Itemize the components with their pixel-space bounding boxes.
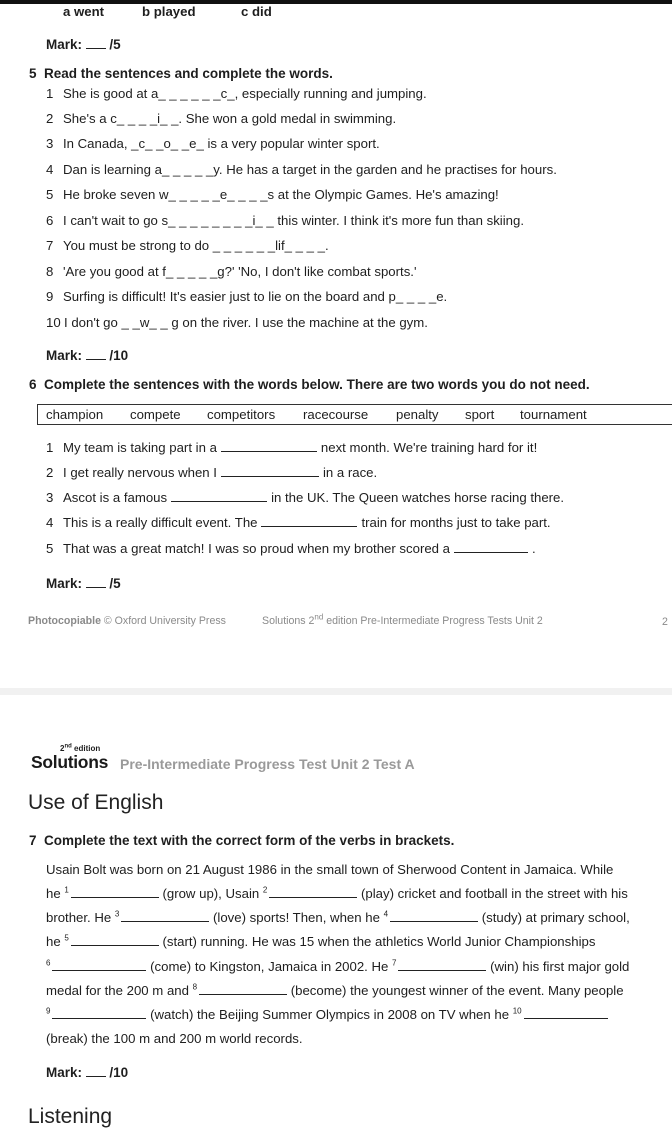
- item-number: 5: [46, 187, 54, 202]
- word-champion: champion: [46, 407, 104, 422]
- page-number: 2: [662, 616, 668, 628]
- gap-7[interactable]: [398, 960, 486, 971]
- gap-6[interactable]: [52, 960, 146, 971]
- option-a: a went: [63, 4, 105, 19]
- ex5-item-4: [46, 162, 557, 177]
- answer-gap[interactable]: [454, 542, 528, 553]
- item-number: 1: [46, 440, 54, 455]
- ex5-heading: 5 Read the sentences and complete the words.: [29, 66, 333, 81]
- ex5-item-3: [46, 136, 380, 151]
- item-text[interactable]: She's a c_ _ _ _i_ _. She won a gold medal in swimming.: [63, 111, 397, 126]
- word-box: [37, 404, 672, 425]
- item-text[interactable]: Dan is learning a_ _ _ _ _y. He has a target in the garden and he practises for hours.: [63, 162, 557, 177]
- gap-4[interactable]: [390, 911, 478, 922]
- answer-gap[interactable]: [221, 466, 319, 477]
- gap-9[interactable]: [52, 1008, 146, 1019]
- ex5-item-1: [46, 86, 427, 101]
- item-number: 4: [46, 515, 54, 530]
- ex5-item-6: [46, 213, 524, 228]
- mark-blank[interactable]: [86, 577, 106, 588]
- ex7-line-4: he $^5$ (start) running. He was 15 when the athletics World Junior Championships: [46, 933, 596, 949]
- footer-left: © Oxford University Press: [100, 615, 226, 627]
- answer-gap[interactable]: [171, 491, 267, 502]
- test-title: Pre-Intermediate Progress Test Unit 2 Test A: [120, 756, 415, 772]
- section-listening: Listening: [28, 1105, 113, 1128]
- item-text[interactable]: She is good at a_ _ _ _ _ _c_, especially running and jumping.: [63, 86, 427, 101]
- item-number: 2: [46, 111, 54, 126]
- item-number: 8: [46, 264, 54, 279]
- footer-copyright: Photocopiable © Oxford University Press: [28, 615, 226, 627]
- item-text-before: Ascot is a famous: [63, 490, 168, 505]
- item-text[interactable]: Surfing is difficult! It's easier just to lie on the board and p_ _ _ _e.: [63, 289, 448, 304]
- mark-blank[interactable]: [86, 1066, 106, 1077]
- word-racecourse: racecourse: [303, 407, 369, 422]
- mark-row-1: [46, 37, 121, 52]
- item-text-after: train for months just to take part.: [361, 515, 551, 530]
- item-number: 5: [46, 541, 54, 556]
- ex5-item-5: [46, 187, 499, 202]
- ex7-line-8: (break) the 100 m and 200 m world records.: [46, 1031, 303, 1046]
- ex7-line-1: Usain Bolt was born on 21 August 1986 in the small town of Sherwood Content in Jamaica. While: [46, 862, 614, 877]
- page-separator: [0, 688, 672, 695]
- gap-1[interactable]: [71, 887, 159, 898]
- logo-solutions: Solutions: [31, 752, 109, 772]
- option-b: b played: [142, 4, 196, 19]
- ex5-item-10: [46, 315, 428, 330]
- item-text-after: next month. We're training hard for it!: [320, 440, 538, 455]
- item-number: 9: [46, 289, 54, 304]
- ex7-heading: 7 Complete the text with the correct form of the verbs in brackets.: [29, 833, 455, 848]
- item-text-before: My team is taking part in a: [63, 440, 217, 455]
- answer-gap[interactable]: [261, 516, 357, 527]
- mark-blank[interactable]: [86, 349, 106, 360]
- item-text-after: in a race.: [322, 465, 378, 480]
- mark-blank[interactable]: [86, 38, 106, 49]
- ex6-item-5: [46, 541, 536, 556]
- word-penalty: penalty: [396, 407, 439, 422]
- ex5-item-2: [46, 111, 396, 126]
- ex6-item-2: [46, 465, 377, 480]
- word-competitors: competitors: [207, 407, 276, 422]
- item-text[interactable]: He broke seven w_ _ _ _ _e_ _ _ _s at the Olympic Games. He's amazing!: [63, 187, 499, 202]
- ex5-item-8: [46, 264, 416, 279]
- ex5-item-9: [46, 289, 447, 304]
- ex6-item-3: [46, 490, 564, 505]
- ex7-line-7: $^9$ (watch) the Beijing Summer Olympics in 2008 on TV when he $^{10}$: [46, 1007, 608, 1022]
- ex5-item-7: [46, 238, 329, 253]
- ex7-line-6: medal for the 200 m and $^8$ (become) the youngest winner of the event. Many people: [46, 982, 624, 998]
- item-number: 1: [46, 86, 54, 101]
- ex6-item-4: [46, 515, 551, 530]
- item-number: 3: [46, 136, 54, 151]
- ex6-item-1: [46, 440, 537, 455]
- item-number: 2: [46, 465, 54, 480]
- item-number: 4: [46, 162, 54, 177]
- gap-8[interactable]: [199, 984, 287, 995]
- item-text[interactable]: 'Are you good at f_ _ _ _ _g?' 'No, I don't like combat sports.': [63, 264, 417, 279]
- item-text[interactable]: I can't wait to go s_ _ _ _ _ _ _ _i_ _ this winter. I think it's more fun than skiing.: [63, 213, 524, 228]
- mark-label: Mark:: [46, 37, 83, 52]
- item-text[interactable]: I don't go _ _w_ _ g on the river. I use the machine at the gym.: [64, 315, 428, 330]
- ex7-line-3: brother. He $^3$ (love) sports! Then, when he $^4$ (study) at primary school,: [46, 909, 630, 925]
- item-text[interactable]: You must be strong to do _ _ _ _ _ _lif_ _ _ _.: [63, 238, 329, 253]
- mark-row-2: Mark: /10: [46, 348, 129, 363]
- item-number: 10: [46, 315, 61, 330]
- mark-row-3: Mark: /5: [46, 576, 121, 591]
- logo-edition: 2nd edition: [60, 743, 101, 753]
- gap-5[interactable]: [71, 935, 159, 946]
- ex7-line-5: $^6$ (come) to Kingston, Jamaica in 2002. He $^7$ (win) his first major gold: [46, 958, 630, 974]
- answer-gap[interactable]: [221, 441, 317, 452]
- item-text-after: in the UK. The Queen watches horse racing there.: [271, 490, 565, 505]
- item-number: 7: [46, 238, 54, 253]
- footer-series: Solutions 2nd edition Pre-Intermediate Progress Tests Unit 2: [262, 612, 543, 627]
- item-text-before: That was a great match! I was so proud when my brother scored a: [63, 541, 451, 556]
- item-number: 6: [46, 213, 54, 228]
- item-text-before: This is a really difficult event. The: [63, 515, 258, 530]
- gap-10[interactable]: [524, 1008, 608, 1019]
- word-tournament: tournament: [520, 407, 587, 422]
- mark-row-4: Mark: /10: [46, 1065, 129, 1080]
- ex7-line-2: he $^1$ (grow up), Usain $^2$ (play) cricket and football in the street with his: [46, 885, 628, 901]
- option-c: c did: [241, 4, 272, 19]
- item-text[interactable]: In Canada, _c_ _o_ _e_ is a very popular winter sport.: [63, 136, 380, 151]
- item-text-after: .: [532, 541, 536, 556]
- mark-total: /5: [109, 37, 121, 52]
- word-sport: sport: [465, 407, 495, 422]
- gap-2[interactable]: [269, 887, 357, 898]
- gap-3[interactable]: [121, 911, 209, 922]
- item-text-before: I get really nervous when I: [63, 465, 217, 480]
- word-compete: compete: [130, 407, 181, 422]
- section-use-of-english: Use of English: [28, 791, 164, 814]
- ex6-heading: 6 Complete the sentences with the words below. There are two words you do not need.: [29, 377, 590, 392]
- item-number: 3: [46, 490, 54, 505]
